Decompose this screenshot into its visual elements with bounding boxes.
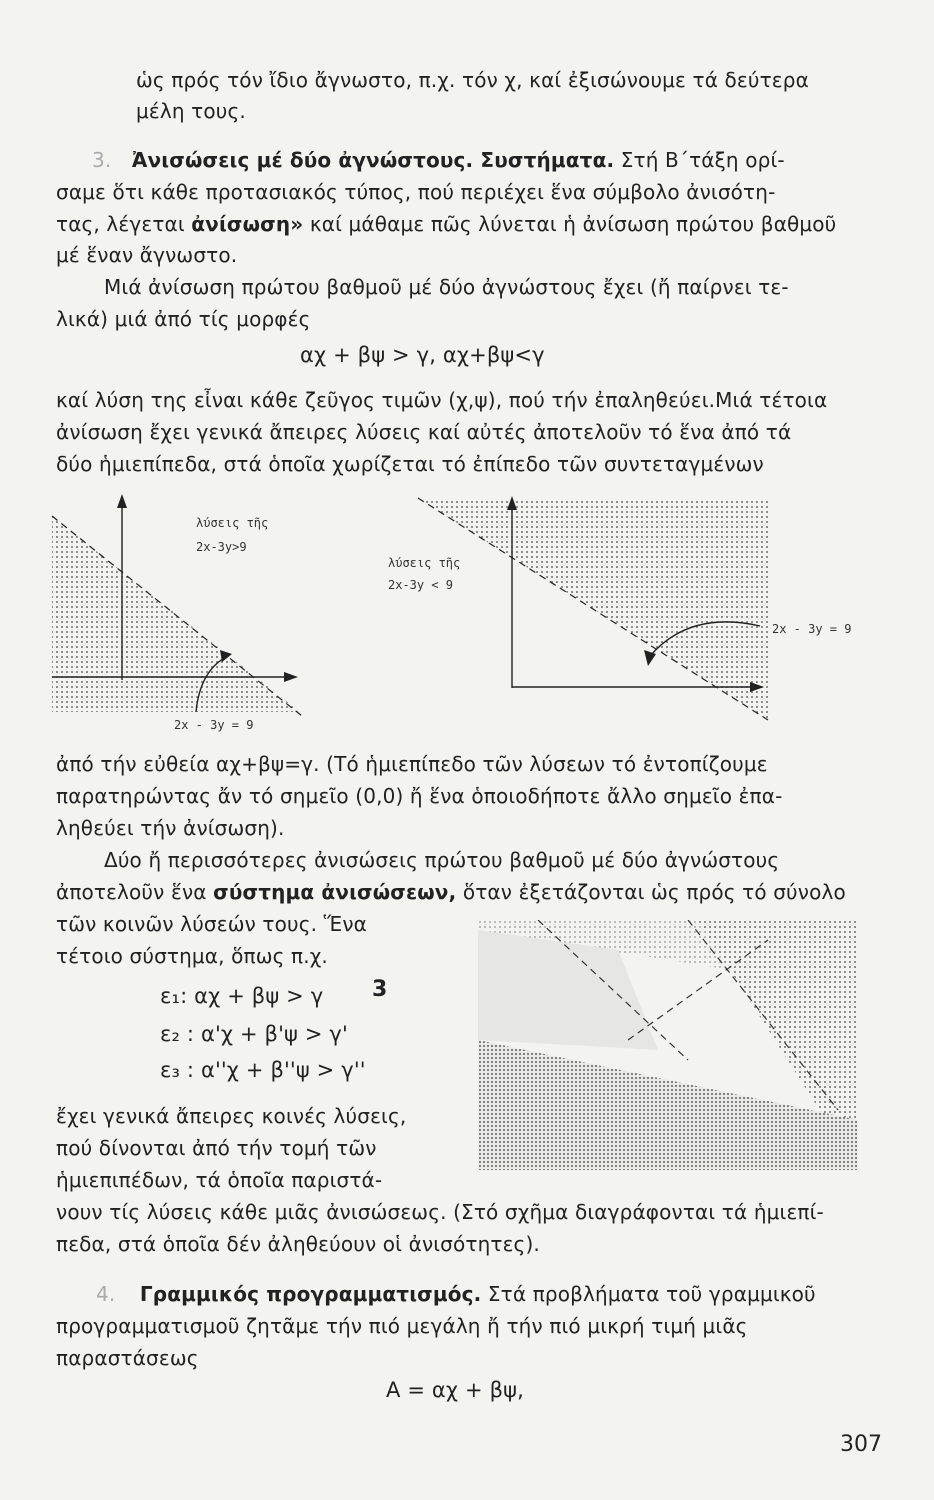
- section-3-title: Ἀνισώσεις μέ δύο ἀγνώστους. Συστήματα.: [131, 148, 615, 172]
- text-line-23: πεδα, στά ὁποῖα δέν ἀληθεύουν οἱ ἀνισότητες).: [56, 1232, 540, 1256]
- term-system: σύστημα ἀνισώσεων,: [213, 880, 457, 904]
- section-4-title: Γραμμικός προγραμματισμός.: [139, 1282, 482, 1306]
- text-line-9: καί λύση της εἶναι κάθε ζεῦγος τιμῶν (χ,ψ), πού τήν ἐπαληθεύει.Μιά τέτοια: [56, 388, 828, 412]
- system-figure: [478, 920, 858, 1170]
- text-line-5-a: τας, λέγεται: [56, 212, 185, 236]
- right-line-equation: 2x - 3y = 9: [772, 622, 852, 636]
- text-line-4: σαμε ὅτι κάθε προτασιακός τύπος, πού περιέχει ἕνα σύμβολο ἀνισότη-: [56, 180, 776, 204]
- left-y-axis-arrow: [117, 494, 127, 508]
- text-line-5: [56, 212, 836, 236]
- text-line-25: προγραμματισμοῦ ζητᾶμε τήν πιό μεγάλη ἤ τήν πιό μικρή τιμή μιᾶς: [56, 1314, 748, 1338]
- left-x-axis-arrow: [284, 672, 298, 682]
- section-4-title-rest: Στά προβλήματα τοῦ γραμμικοῦ: [487, 1282, 816, 1306]
- left-solutions-label: λύσεις τῆς: [196, 516, 269, 530]
- text-line-7: Μιά ἀνίσωση πρώτου βαθμοῦ μέ δύο ἀγνώστους ἔχει (ἤ παίρνει τε-: [104, 275, 789, 299]
- text-line-20: πού δίνονται ἀπό τήν τομή τῶν: [56, 1136, 377, 1160]
- text-line-13: παρατηρώντας ἄν τό σημεῖο (0,0) ἤ ἕνα ὁποιοδήποτε ἄλλο σημεῖο ἐπα-: [56, 784, 783, 808]
- formula-inequality-forms: αχ + βψ > γ, αχ+βψ<γ: [300, 343, 545, 367]
- text-line-8: λικά) μιά ἀπό τίς μορφές: [56, 307, 311, 331]
- text-line-6: μέ ἕναν ἄγνωστο.: [56, 243, 238, 267]
- half-plane-figures: [0, 480, 934, 740]
- left-line-equation: 2x - 3y = 9: [174, 718, 254, 732]
- text-line-22: νουν τίς λύσεις κάθε μιᾶς ἀνισώσεως. (Στό σχῆμα διαγράφονται τά ἡμιεπί-: [56, 1200, 824, 1224]
- formula-linear-expression: Α = αχ + βψ,: [386, 1378, 524, 1402]
- section-3-heading-line: [92, 148, 785, 172]
- text-line-11: δύο ἡμιεπίπεδα, στά ὁποῖα χωρίζεται τό ἐπίπεδο τῶν συντεταγμένων: [56, 452, 764, 476]
- page-number: 307: [840, 1432, 882, 1457]
- middle-solutions-label: λύσεις τῆς: [388, 556, 461, 570]
- text-line-16: [56, 880, 846, 904]
- middle-inequality-label: 2x-3y < 9: [388, 578, 454, 592]
- text-line-15: Δύο ἤ περισσότερες ἀνισώσεις πρώτου βαθμοῦ μέ δύο ἀγνώστους: [104, 848, 780, 872]
- term-anisosi: ἀνίσωση»: [191, 212, 304, 236]
- system-eq-2: ε₂ : α'χ + β'ψ > γ': [160, 1022, 348, 1046]
- section-3-number: 3.: [92, 148, 112, 172]
- section-4-number: 4.: [96, 1282, 116, 1306]
- text-line-1: ὡς πρός τόν ἴδιο ἄγνωστο, π.χ. τόν χ, καί ἐξισώνουμε τά δεύτερα: [136, 68, 809, 92]
- text-line-10: ἀνίσωση ἔχει γενικά ἄπειρες λύσεις καί αὐτές ἀποτελοῦν τό ἕνα ἀπό τά: [56, 420, 792, 444]
- system-eq-1: ε₁: αχ + βψ > γ: [160, 984, 324, 1008]
- text-line-16-a: ἀποτελοῦν ἕνα: [56, 880, 207, 904]
- system-eq-3: ε₃ : α''χ + β''ψ > γ'': [160, 1058, 366, 1082]
- section-3-title-rest: Στή Β΄τάξη ορί-: [620, 148, 785, 172]
- section-4-heading-line: [96, 1282, 816, 1306]
- left-shaded-halfplane: [52, 516, 300, 712]
- text-line-12: ἀπό τήν εὐθεία αχ+βψ=γ. (Τό ἡμιεπίπεδο τῶν λύσεων τό ἐντοπίζουμε: [56, 752, 768, 776]
- text-line-5-c: καί μάθαμε πῶς λύνεται ἡ ἀνίσωση πρώτου βαθμοῦ: [309, 212, 837, 236]
- left-inequality-label: 2x-3y>9: [196, 540, 247, 554]
- text-line-17: τῶν κοινῶν λύσεών τους. Ἕνα: [56, 912, 367, 936]
- text-line-21: ἡμιεπιπέδων, τά ὁποῖα παριστά-: [56, 1168, 383, 1192]
- system-figure-mark: 3: [372, 977, 388, 1002]
- text-line-26: παραστάσεως: [56, 1346, 199, 1370]
- text-line-18: τέτοιο σύστημα, ὅπως π.χ.: [56, 944, 328, 968]
- text-line-14: ληθεύει τήν ἀνίσωση).: [56, 816, 285, 840]
- text-line-2: μέλη τους.: [136, 99, 246, 123]
- text-line-16-c: ὅταν ἐξετάζονται ὡς πρός τό σύνολο: [462, 880, 846, 904]
- text-line-19: ἔχει γενικά ἄπειρες κοινές λύσεις,: [56, 1104, 407, 1128]
